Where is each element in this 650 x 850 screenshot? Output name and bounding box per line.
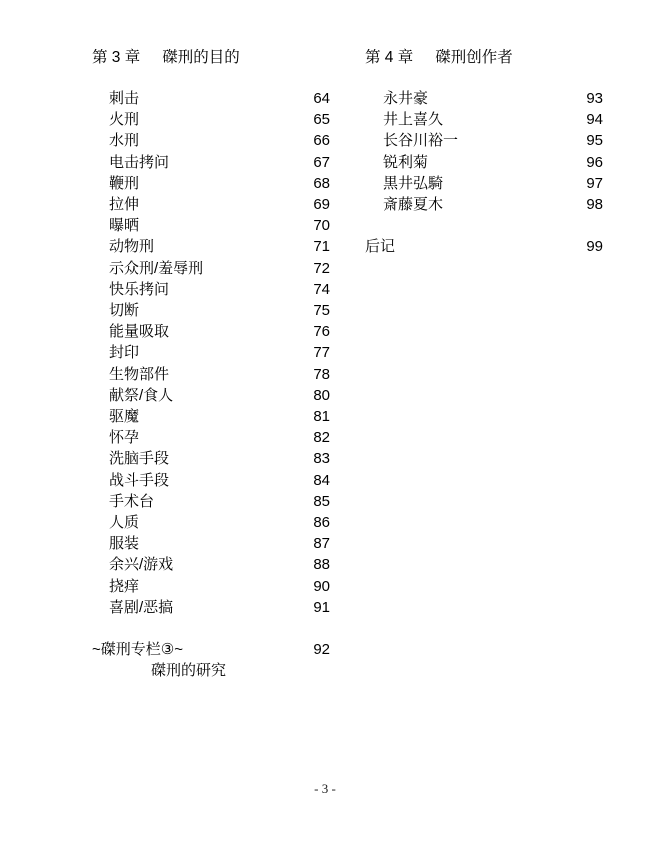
toc-entry-page: 96 [586, 153, 603, 171]
toc-entry [383, 173, 603, 194]
afterword-block [365, 236, 603, 257]
toc-entry-label: 黒井弘騎 [383, 174, 444, 192]
toc-entry [109, 215, 330, 236]
toc-entry-page: 66 [313, 132, 330, 150]
chapter4-heading [365, 48, 603, 67]
toc-entry [109, 342, 330, 363]
toc-entry-column-feature [92, 639, 330, 660]
chapter3-label: 第 3 章 [92, 49, 141, 66]
toc-entry-label: 余兴/游戏 [109, 556, 174, 574]
toc-entry [383, 109, 603, 130]
toc-entry-label: 切断 [109, 302, 140, 320]
chapter4-column [365, 48, 603, 258]
toc-entry [383, 130, 603, 151]
toc-entry [109, 321, 330, 342]
toc-entry-page: 71 [313, 238, 330, 256]
toc-entry-label: 长谷川裕一 [383, 132, 459, 150]
toc-entry-label: 火刑 [109, 111, 140, 129]
toc-entry [109, 406, 330, 427]
toc-entry-page: 91 [313, 598, 330, 616]
toc-entry [109, 576, 330, 597]
toc-entry [109, 194, 330, 215]
toc-entry-page: 99 [586, 238, 603, 256]
toc-entry-page: 86 [313, 514, 330, 532]
toc-entry [109, 385, 330, 406]
toc-entry-page: 88 [313, 556, 330, 574]
toc-entry-page: 90 [313, 577, 330, 595]
toc-entry [109, 448, 330, 469]
toc-entry [109, 258, 330, 279]
toc-entry-page: 75 [313, 302, 330, 320]
toc-entry [109, 512, 330, 533]
toc-entry-label: 洗脑手段 [109, 450, 170, 468]
toc-entry [109, 109, 330, 130]
toc-entry-label: 锐利菊 [383, 153, 429, 171]
toc-entry-label: 拉伸 [109, 196, 140, 214]
toc-entry-label: 喜剧/恶搞 [109, 598, 174, 616]
toc-entry [109, 173, 330, 194]
toc-entry-label: 曝晒 [109, 217, 140, 235]
toc-entry-label: 动物刑 [109, 238, 155, 256]
toc-entry [383, 88, 603, 109]
toc-entry-page: 78 [313, 365, 330, 383]
toc-entry-label: 永井豪 [383, 90, 429, 107]
toc-entry-page: 92 [313, 641, 330, 659]
toc-entry-label: 驱魔 [109, 408, 140, 426]
column-feature-block [92, 639, 330, 681]
toc-entry-page: 82 [313, 429, 330, 447]
toc-entry-page: 81 [313, 408, 330, 426]
toc-entry-page: 72 [313, 259, 330, 277]
toc-entry-page: 64 [313, 90, 330, 107]
toc-entry-label: 封印 [109, 344, 140, 362]
toc-entry [109, 279, 330, 300]
chapter4-label: 第 4 章 [365, 49, 414, 66]
toc-entry-page: 69 [313, 196, 330, 214]
toc-entry [109, 533, 330, 554]
chapter4-title: 磔刑创作者 [435, 49, 513, 66]
chapter3-heading [92, 48, 330, 67]
toc-entry-page: 87 [313, 535, 330, 553]
toc-entry [109, 597, 330, 618]
toc-entry-label: 献祭/食人 [109, 386, 174, 404]
chapter3-entries [92, 88, 330, 618]
toc-entry-page: 98 [586, 196, 603, 214]
toc-entry-label: 水刑 [109, 132, 140, 150]
toc-entry [109, 236, 330, 257]
toc-entry-label: 鞭刑 [109, 174, 140, 192]
toc-entry-label: 挠痒 [109, 577, 140, 595]
toc-entry-page: 93 [586, 90, 603, 107]
toc-entry-page: 97 [586, 174, 603, 192]
toc-entry-page: 68 [313, 174, 330, 192]
toc-entry [109, 470, 330, 491]
page-number-footer: - 3 - [314, 781, 336, 796]
toc-entry [383, 152, 603, 173]
toc-entry-page: 94 [586, 111, 603, 129]
toc-entry-page: 83 [313, 450, 330, 468]
chapter3-title: 磔刑的目的 [162, 49, 240, 66]
toc-entry-page: 65 [313, 111, 330, 129]
column-feature-subtitle: 磔刑的研究 [151, 662, 227, 680]
toc-entry-label: 后记 [365, 238, 396, 256]
toc-entry [109, 364, 330, 385]
toc-entry [109, 152, 330, 173]
toc-entry-label: 生物部件 [109, 365, 170, 383]
toc-entry-label: 井上喜久 [383, 111, 444, 129]
toc-entry-label: 电击拷问 [109, 153, 170, 171]
toc-entry [383, 194, 603, 215]
toc-entry-label: ~磔刑专栏③~ [92, 641, 183, 659]
toc-entry [109, 427, 330, 448]
toc-entry-page: 70 [313, 217, 330, 235]
toc-entry-page: 84 [313, 471, 330, 489]
toc-entry [109, 300, 330, 321]
toc-entry-page: 80 [313, 386, 330, 404]
toc-entry-label: 示众刑/羞辱刑 [109, 259, 204, 277]
toc-entry-label: 能量吸取 [109, 323, 170, 341]
toc-entry [109, 130, 330, 151]
toc-entry-page: 85 [313, 492, 330, 510]
toc-entry-label: 服装 [109, 535, 140, 553]
toc-entry-label: 斎藤夏木 [383, 196, 444, 214]
toc-entry-page: 77 [313, 344, 330, 362]
toc-entry [109, 554, 330, 575]
toc-entry-page: 74 [313, 280, 330, 298]
toc-entry-label: 快乐拷问 [109, 280, 170, 298]
toc-entry-afterword [365, 236, 603, 257]
toc-entry [109, 88, 330, 109]
toc-entry-page: 95 [586, 132, 603, 150]
chapter4-entries [365, 88, 603, 215]
toc-entry-label: 刺击 [109, 90, 140, 107]
toc-entry-label: 怀孕 [109, 429, 140, 447]
toc-entry-label: 人质 [109, 514, 140, 532]
toc-entry-label: 战斗手段 [109, 471, 170, 489]
toc-entry-page: 76 [313, 323, 330, 341]
toc-entry-page: 67 [313, 153, 330, 171]
chapter3-column [92, 48, 330, 682]
toc-entry-label: 手术台 [109, 492, 155, 510]
toc-entry [109, 491, 330, 512]
